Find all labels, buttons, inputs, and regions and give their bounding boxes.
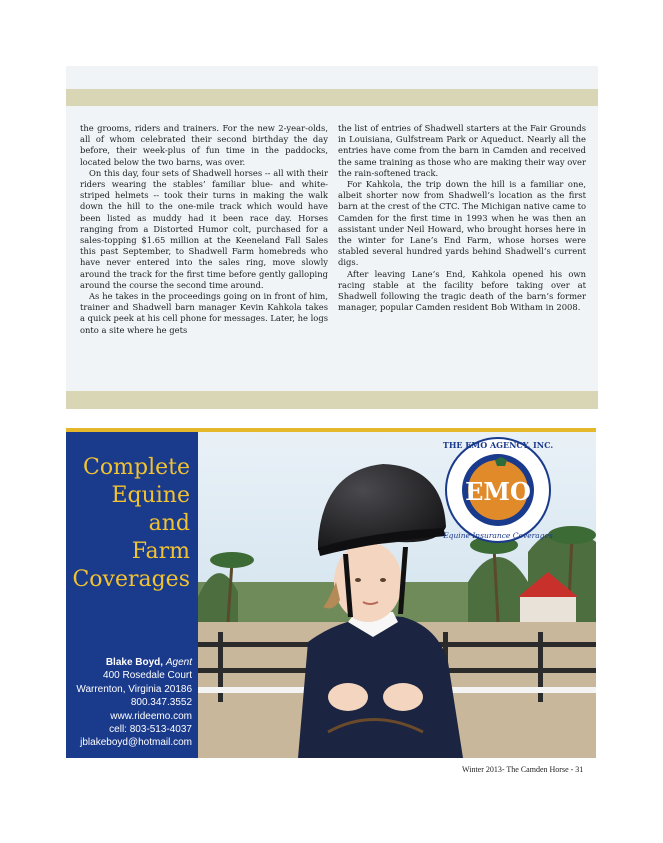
headline-line: Equine (111, 483, 190, 508)
ad-headline (72, 454, 190, 594)
cell-number: cell: 803-513-4037 (109, 724, 192, 736)
ad-contact-block (76, 656, 192, 750)
article-column-right (338, 123, 586, 313)
address-line: Warrenton, Virginia 20186 (76, 683, 192, 695)
headline-line: Complete (83, 455, 190, 480)
agent-name: Blake Boyd, (105, 657, 164, 668)
headline-line: Coverages (72, 567, 190, 592)
paragraph: After leaving Lane’s End, Kahkola opened his own racing stable at the facility before taking over at Shadwell following the tragic death of the barn’s former manager, popular Camden resident Bob Witham in 2008. (338, 268, 586, 313)
top-band (66, 89, 598, 106)
agent-role: Agent (165, 657, 192, 668)
insurance-advertisement (66, 428, 596, 758)
paragraph: On this day, four sets of Shadwell horses -- all with their riders wearing the stables’ familiar blue- and white-striped helmets -- took their turns in making the walk down the hill to the one-mile track which would have been listed as muddy had it been race day. Horses ranging from a Distorted Humor colt, purchased for a sales-topping $1.65 million at the Keeneland Fall Sales this past September, to Shadwell Farm homebreds who have never entered into the sales ring, move slowly around the track for the first time before gently galloping around the course the second time around. (80, 167, 328, 290)
website: www.rideemo.com (110, 710, 192, 722)
ad-photo-child-rider (198, 432, 596, 758)
bottom-band (66, 391, 598, 409)
logo-top-text: THE EMO AGENCY, INC. (442, 440, 554, 450)
page-footer: Winter 2013- The Camden Horse - 31 (462, 765, 584, 774)
article-column-left (80, 123, 328, 336)
logo-bottom-text: Equine Insurance Coverages (443, 531, 553, 540)
address-line: 400 Rosedale Court (103, 670, 192, 682)
paragraph: the grooms, riders and trainers. For the new 2-year-olds, all of whom celebrated their second birthday the day before, their week-plus of fun time in the paddocks, located below the two barns, was over. (80, 123, 328, 167)
paragraph: the list of entries of Shadwell starters at the Fair Grounds in Louisiana, Gulfstream Park or Aqueduct. Nearly all the entries have come from the barn in Camden and received the same training as those who are making their way over the rain-softened track. (338, 123, 586, 178)
logo-letters: EMO (465, 477, 531, 506)
headline-line: Farm (131, 539, 190, 564)
headline-line: and (148, 511, 190, 536)
email-address: jblakeboyd@hotmail.com (80, 737, 192, 749)
paragraph: As he takes in the proceedings going on in front of him, trainer and Shadwell barn manager Kevin Kahkola takes a quick peek at his cell phone for messages. Later, he logs onto a site where he gets (80, 291, 328, 335)
ad-blue-panel (66, 432, 198, 758)
phone-number: 800.347.3552 (130, 697, 192, 709)
paragraph: For Kahkola, the trip down the hill is a familiar one, albeit shorter now from Shadwell’s location as the first barn at the crest of the CTC. The Michigan native came to Camden for the first time in 1993 when he was then an assistant under Neil Howard, who brought horses here in the winter for Lane’s End Farm, whose horses were stabled several hundred yards behind Shadwell’s current digs. (338, 179, 586, 268)
